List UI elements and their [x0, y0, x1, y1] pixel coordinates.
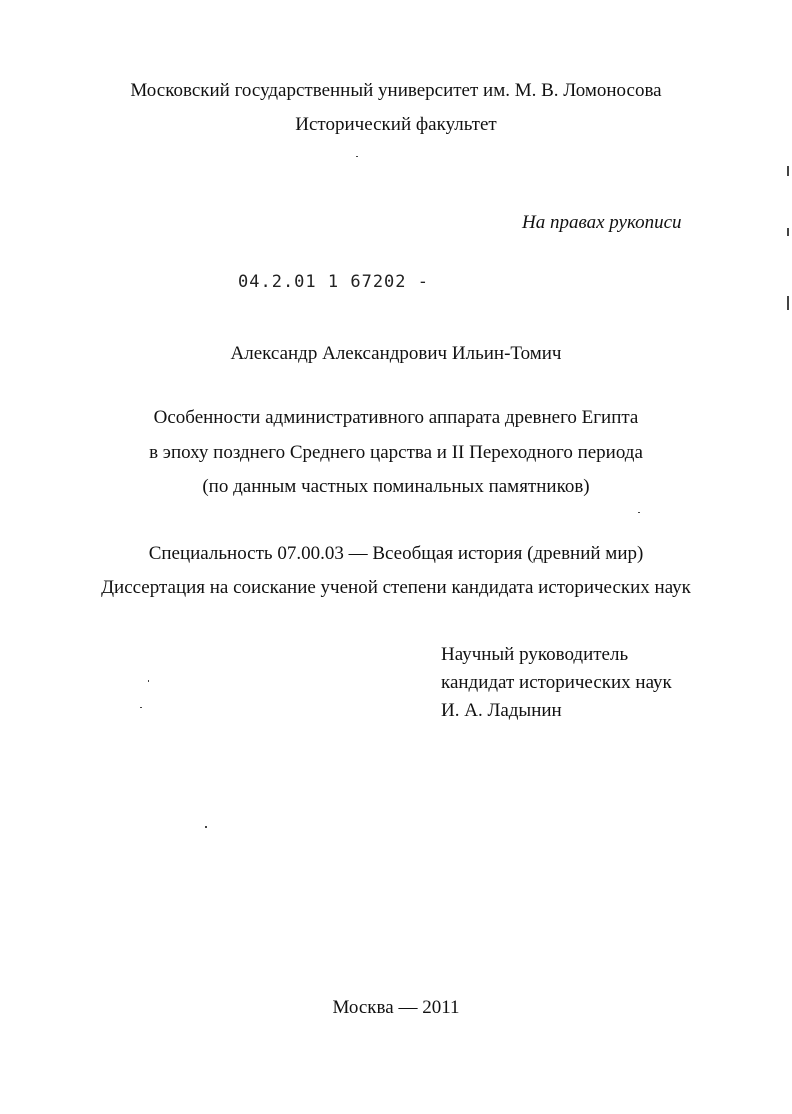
degree-line: Диссертация на соискание ученой степени кандидата исторических наук: [101, 577, 691, 598]
scan-speck: [638, 512, 640, 513]
city-year: Москва — 2011: [332, 997, 460, 1018]
scan-speck: [148, 680, 149, 682]
scan-speck: [356, 156, 358, 157]
dissertation-title-line-2: в эпоху позднего Среднего царства и II Переходного периода: [149, 442, 643, 463]
specialty-line: Специальность 07.00.03 — Всеобщая история (древний мир): [148, 543, 644, 564]
advisor-degree: кандидат исторических наук: [441, 672, 672, 693]
scan-edge-mark: [787, 166, 789, 176]
scan-edge-mark: [787, 296, 789, 310]
library-stamp-number: 04.2.01 1 67202 -: [238, 272, 429, 292]
university-name: Московский государственный университет им. М. В. Ломоносова: [130, 80, 662, 101]
scan-speck: [205, 826, 207, 828]
dissertation-title-line-3: (по данным частных поминальных памятников): [202, 476, 590, 497]
dissertation-title-line-1: Особенности административного аппарата древнего Египта: [153, 407, 639, 428]
scan-speck: [140, 707, 142, 708]
manuscript-note: На правах рукописи: [522, 212, 682, 233]
advisor-name: И. А. Ладынин: [441, 700, 562, 721]
author-name: Александр Александрович Ильин-Томич: [230, 343, 562, 364]
advisor-role: Научный руководитель: [441, 644, 629, 665]
faculty-name: Исторический факультет: [295, 114, 497, 135]
scan-edge-mark: [787, 228, 789, 236]
